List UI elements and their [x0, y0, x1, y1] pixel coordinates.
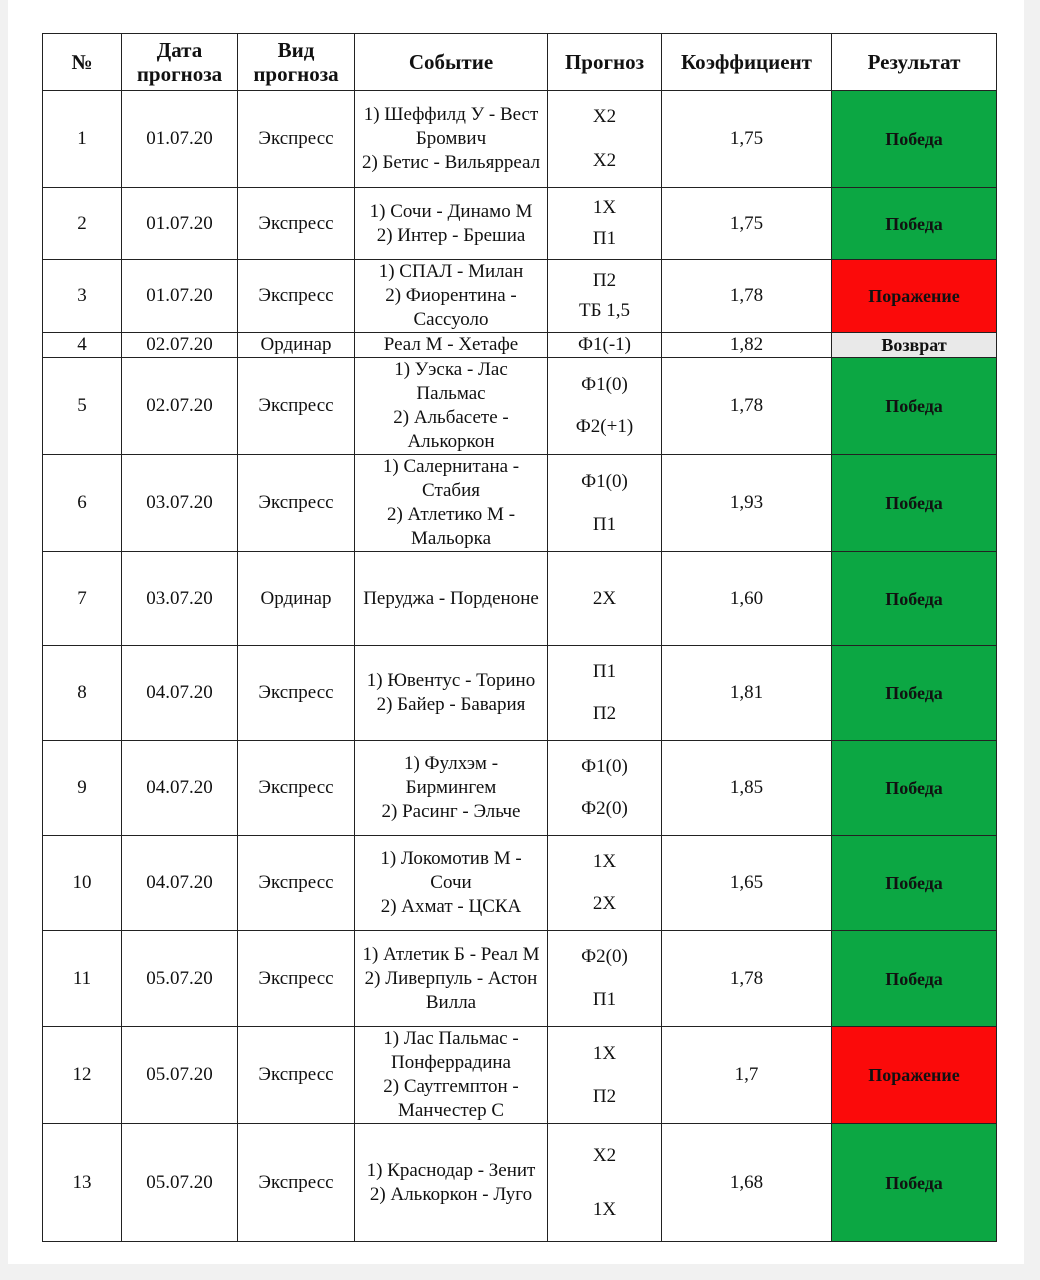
cell-type: Экспресс — [238, 741, 355, 836]
cell-type: Экспресс — [238, 836, 355, 931]
cell-event: 1) Шеффилд У - Вест Бромвич 2) Бетис - Вильярреал — [355, 91, 548, 188]
cell-forecast — [548, 91, 662, 188]
cell-date: 05.07.20 — [122, 1124, 238, 1242]
cell-event: 1) Сочи - Динамо М 2) Интер - Брешиа — [355, 188, 548, 260]
cell-coef: 1,81 — [662, 646, 832, 741]
cell-num: 8 — [43, 646, 122, 741]
forecast-first: 2Х — [592, 587, 617, 609]
forecast-first: 1Х — [592, 850, 617, 872]
forecast-second: П2 — [592, 703, 617, 725]
cell-coef: 1,78 — [662, 931, 832, 1027]
table-row — [43, 455, 997, 552]
cell-forecast — [548, 931, 662, 1027]
cell-type: Экспресс — [238, 188, 355, 260]
status-badge: Возврат — [832, 333, 997, 358]
cell-event: 1) Фулхэм - Бирмингем 2) Расинг - Эльче — [355, 741, 548, 836]
forecast-second: ТБ 1,5 — [578, 300, 631, 322]
cell-coef: 1,68 — [662, 1124, 832, 1242]
forecast-first: Ф1(0) — [581, 470, 628, 492]
document-page — [8, 0, 1024, 1264]
cell-num: 10 — [43, 836, 122, 931]
cell-event: 1) Локомотив М - Сочи 2) Ахмат - ЦСКА — [355, 836, 548, 931]
header-coef: Коэффициент — [662, 34, 832, 91]
cell-forecast — [548, 260, 662, 333]
forecast-first: П2 — [592, 269, 617, 291]
cell-forecast — [548, 455, 662, 552]
cell-num: 1 — [43, 91, 122, 188]
cell-coef: 1,78 — [662, 358, 832, 455]
cell-date: 02.07.20 — [122, 333, 238, 358]
cell-forecast — [548, 358, 662, 455]
cell-forecast — [548, 333, 662, 358]
cell-date: 03.07.20 — [122, 552, 238, 646]
forecast-first: Ф1(-1) — [578, 334, 631, 355]
table-row — [43, 358, 997, 455]
table-row — [43, 552, 997, 646]
header-result: Результат — [832, 34, 997, 91]
status-badge: Победа — [832, 836, 997, 931]
cell-num: 9 — [43, 741, 122, 836]
cell-type: Ординар — [238, 333, 355, 358]
cell-forecast — [548, 646, 662, 741]
status-badge: Поражение — [832, 1027, 997, 1124]
cell-coef: 1,78 — [662, 260, 832, 333]
cell-event: 1) СПАЛ - Милан 2) Фиорентина - Сассуоло — [355, 260, 548, 333]
header-date: Дата прогноза — [122, 34, 238, 91]
status-badge: Победа — [832, 188, 997, 260]
cell-date: 04.07.20 — [122, 741, 238, 836]
cell-num: 3 — [43, 260, 122, 333]
status-badge: Победа — [832, 91, 997, 188]
forecast-first: 1Х — [592, 1042, 617, 1064]
forecast-first: Ф1(0) — [581, 373, 628, 395]
status-badge: Победа — [832, 358, 997, 455]
forecast-first: Х2 — [592, 106, 617, 128]
cell-event: Реал М - Хетафе — [355, 333, 548, 358]
cell-type: Экспресс — [238, 358, 355, 455]
cell-date: 01.07.20 — [122, 188, 238, 260]
cell-event: 1) Лас Пальмас - Понферрадина 2) Саутгемптон - Манчестер С — [355, 1027, 548, 1124]
status-badge: Победа — [832, 646, 997, 741]
cell-date: 01.07.20 — [122, 91, 238, 188]
header-row — [43, 34, 997, 91]
cell-forecast — [548, 1124, 662, 1242]
forecast-second: П1 — [592, 513, 617, 535]
forecast-second: 1Х — [592, 1198, 617, 1220]
cell-coef: 1,85 — [662, 741, 832, 836]
cell-num: 13 — [43, 1124, 122, 1242]
cell-coef: 1,7 — [662, 1027, 832, 1124]
cell-type: Экспресс — [238, 931, 355, 1027]
cell-num: 4 — [43, 333, 122, 358]
status-badge: Победа — [832, 1124, 997, 1242]
forecast-first: П1 — [592, 660, 617, 682]
forecast-first: Ф1(0) — [581, 755, 628, 777]
header-type: Вид прогноза — [238, 34, 355, 91]
forecast-second: Ф2(+1) — [575, 416, 634, 438]
header-num: № — [43, 34, 122, 91]
forecast-second: Ф2(0) — [581, 798, 628, 820]
forecast-first: Ф2(0) — [581, 946, 628, 967]
cell-event: 1) Ювентус - Торино 2) Байер - Бавария — [355, 646, 548, 741]
status-badge: Победа — [832, 552, 997, 646]
cell-type: Экспресс — [238, 1124, 355, 1242]
header-event: Событие — [355, 34, 548, 91]
table-row — [43, 1124, 997, 1242]
cell-coef: 1,75 — [662, 91, 832, 188]
cell-coef: 1,82 — [662, 333, 832, 358]
cell-type: Экспресс — [238, 91, 355, 188]
cell-event: 1) Уэска - Лас Пальмас 2) Альбасете - Алькоркон — [355, 358, 548, 455]
status-badge: Победа — [832, 741, 997, 836]
forecast-second: П2 — [592, 1085, 617, 1107]
table-row — [43, 91, 997, 188]
cell-type: Экспресс — [238, 455, 355, 552]
forecast-second: 2Х — [592, 893, 617, 915]
status-badge: Поражение — [832, 260, 997, 333]
cell-event: Перуджа - Порденоне — [355, 552, 548, 646]
cell-forecast — [548, 188, 662, 260]
header-forecast: Прогноз — [548, 34, 662, 91]
table-row — [43, 646, 997, 741]
cell-num: 11 — [43, 931, 122, 1027]
cell-date: 04.07.20 — [122, 836, 238, 931]
table-row — [43, 741, 997, 836]
cell-forecast — [548, 836, 662, 931]
cell-event: 1) Салернитана - Стабия 2) Атлетико М - Мальорка — [355, 455, 548, 552]
cell-date: 05.07.20 — [122, 1027, 238, 1124]
status-badge: Победа — [832, 455, 997, 552]
forecast-table — [42, 33, 997, 1242]
table-row — [43, 260, 997, 333]
cell-event: 1) Атлетик Б - Реал М 2) Ливерпуль - Астон Вилла — [355, 931, 548, 1027]
cell-num: 7 — [43, 552, 122, 646]
cell-date: 03.07.20 — [122, 455, 238, 552]
cell-date: 04.07.20 — [122, 646, 238, 741]
cell-num: 2 — [43, 188, 122, 260]
cell-num: 12 — [43, 1027, 122, 1124]
cell-coef: 1,75 — [662, 188, 832, 260]
cell-type: Экспресс — [238, 1027, 355, 1124]
cell-date: 01.07.20 — [122, 260, 238, 333]
status-badge: Победа — [832, 931, 997, 1027]
forecast-second: Х2 — [592, 149, 617, 171]
cell-type: Экспресс — [238, 646, 355, 741]
cell-num: 5 — [43, 358, 122, 455]
forecast-first: Х2 — [592, 1144, 617, 1166]
table-row — [43, 333, 997, 358]
forecast-first: 1Х — [592, 197, 617, 218]
cell-forecast — [548, 741, 662, 836]
cell-date: 05.07.20 — [122, 931, 238, 1027]
table-row — [43, 188, 997, 260]
table-row — [43, 1027, 997, 1124]
cell-event: 1) Краснодар - Зенит 2) Алькоркон - Луго — [355, 1124, 548, 1242]
forecast-second: П1 — [592, 228, 617, 249]
cell-forecast — [548, 552, 662, 646]
forecast-second: П1 — [592, 989, 617, 1010]
cell-coef: 1,65 — [662, 836, 832, 931]
cell-type: Экспресс — [238, 260, 355, 333]
cell-num: 6 — [43, 455, 122, 552]
table-row — [43, 931, 997, 1027]
cell-forecast — [548, 1027, 662, 1124]
table-row — [43, 836, 997, 931]
cell-date: 02.07.20 — [122, 358, 238, 455]
cell-coef: 1,93 — [662, 455, 832, 552]
cell-type: Ординар — [238, 552, 355, 646]
cell-coef: 1,60 — [662, 552, 832, 646]
